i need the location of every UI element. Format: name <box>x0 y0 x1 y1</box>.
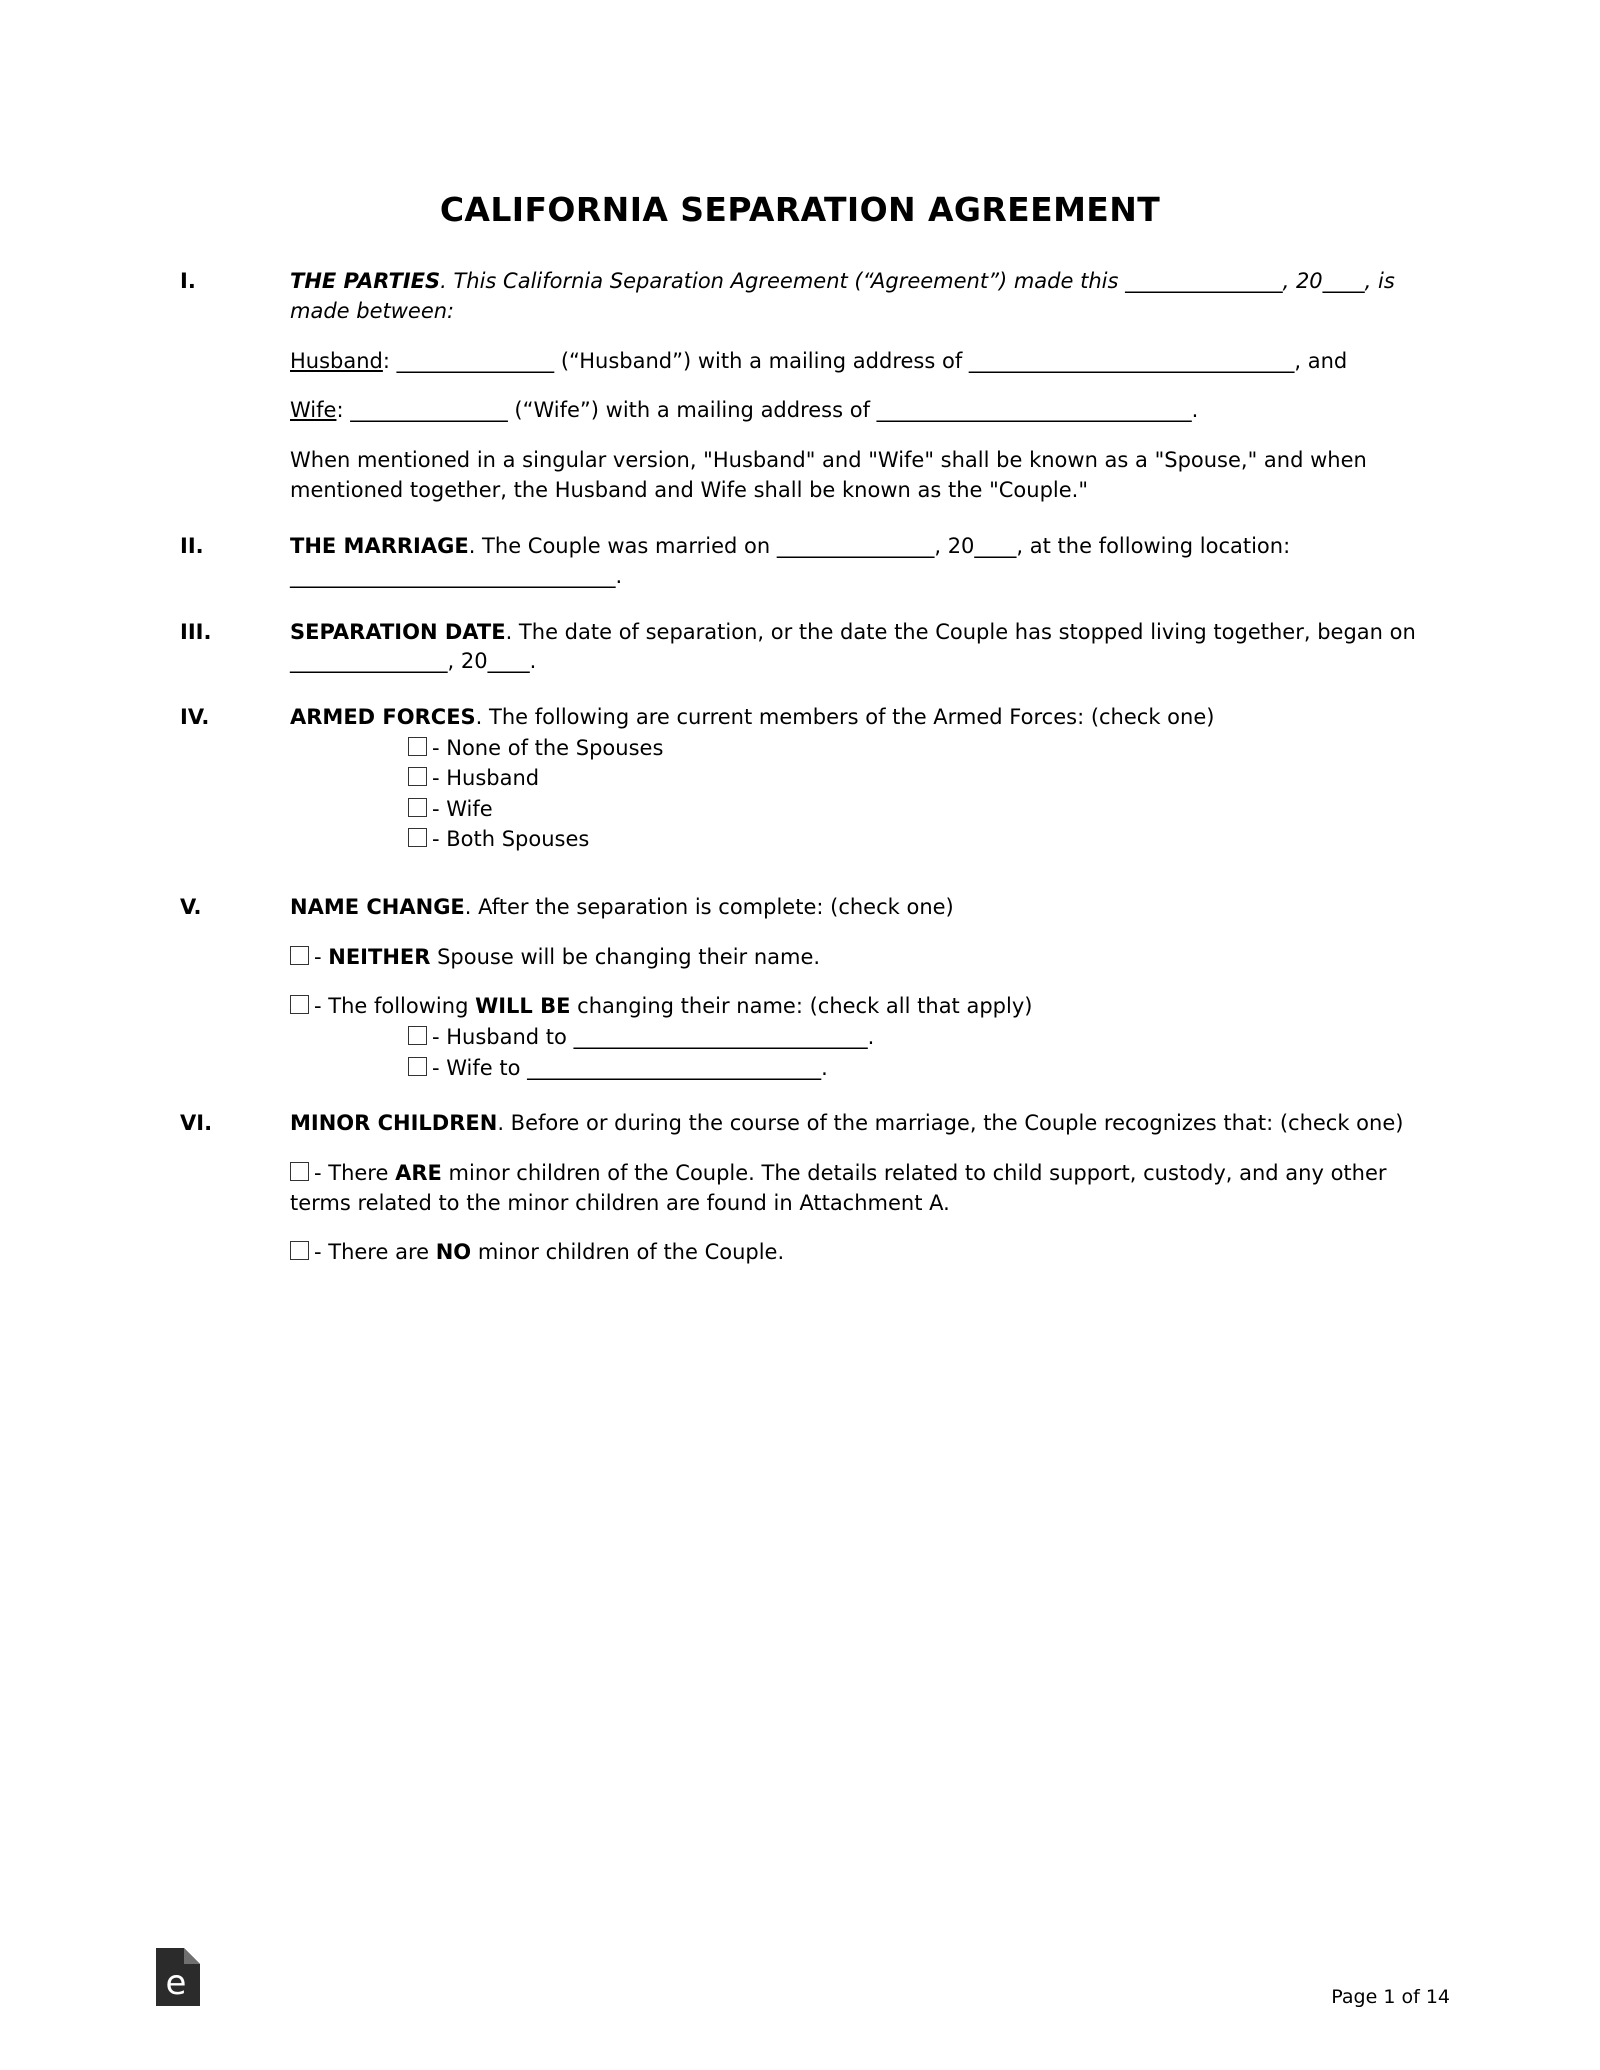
section-the-marriage <box>150 532 1450 592</box>
name-change-sub-option-husband[interactable] <box>408 1022 1450 1052</box>
section-heading: THE MARRIAGE <box>290 533 469 558</box>
husband-line-text: : _______________ (“Husband”) with a mailing address of _______________________________, and <box>382 348 1348 373</box>
armed-forces-option-none[interactable] <box>408 733 1450 763</box>
husband-label: Husband <box>290 348 383 373</box>
marriage-text <box>290 532 1450 592</box>
section-armed-forces <box>150 703 1450 855</box>
option-emphasis: NEITHER <box>328 944 431 969</box>
armed-forces-option-husband[interactable] <box>408 763 1450 793</box>
name-change-sub-option-wife[interactable] <box>408 1053 1450 1083</box>
section-the-parties <box>150 267 1450 506</box>
checkbox-icon[interactable] <box>408 1026 427 1045</box>
section-minor-children <box>150 1109 1450 1268</box>
wife-label: Wife <box>290 398 337 423</box>
parties-intro <box>290 267 1450 327</box>
wife-line-text: : _______________ (“Wife”) with a mailing address of ______________________________. <box>336 398 1199 423</box>
section-name-change <box>150 893 1450 1083</box>
section-heading: MINOR CHILDREN <box>290 1111 498 1135</box>
armed-forces-text <box>290 703 1450 733</box>
separation-date-body-text: . The date of separation, or the date the Couple has stopped living together, began on _______________, 20____. <box>290 619 1416 674</box>
option-label: - Both Spouses <box>432 827 590 852</box>
wife-line <box>290 396 1450 426</box>
option-prefix: - There <box>314 1160 396 1185</box>
checkbox-icon[interactable] <box>290 1162 309 1181</box>
checkbox-icon[interactable] <box>408 1057 427 1076</box>
spacer <box>150 881 1450 893</box>
page-title: CALIFORNIA SEPARATION AGREEMENT <box>439 190 1161 229</box>
section-number: I. <box>180 269 196 293</box>
section-number: V. <box>180 894 202 919</box>
checkbox-icon[interactable] <box>408 767 427 786</box>
name-change-option-neither[interactable] <box>290 943 1450 973</box>
option-suffix: changing their name: (check all that apply) <box>570 994 1033 1019</box>
armed-forces-option-both[interactable] <box>408 824 1450 854</box>
checkbox-icon[interactable] <box>408 828 427 847</box>
armed-forces-option-wife[interactable] <box>408 794 1450 824</box>
section-number: III. <box>180 619 212 644</box>
option-label: - None of the Spouses <box>432 735 664 760</box>
option-suffix: minor children of the Couple. The details related to child support, custody, and any other terms related to the minor children are found in Attachment A. <box>290 1160 1387 1215</box>
section-separation-date <box>150 618 1450 678</box>
svg-text:e: e <box>165 1963 187 2003</box>
armed-forces-options <box>408 733 1450 855</box>
husband-line <box>290 347 1450 377</box>
name-change-body-text: . After the separation is complete: (check one) <box>464 894 954 919</box>
marriage-body-text: . The Couple was married on _______________, 20____, at the following location: _______________________________. <box>290 533 1291 588</box>
checkbox-icon[interactable] <box>408 737 427 756</box>
checkbox-icon[interactable] <box>290 995 309 1014</box>
separation-date-text <box>290 618 1450 678</box>
parties-closing: When mentioned in a singular version, "Husband" and "Wife" shall be known as a "Spouse," and when mentioned together, the Husband and Wife shall be known as the "Couple." <box>290 448 1367 503</box>
section-number: VI. <box>180 1111 213 1135</box>
armed-forces-body-text: . The following are current members of the Armed Forces: (check one) <box>475 705 1215 730</box>
section-heading: ARMED FORCES <box>290 705 476 730</box>
page-number: Page 1 of 14 <box>1331 1986 1450 2008</box>
minor-children-option-no[interactable] <box>290 1238 1450 1268</box>
option-prefix: - The following <box>314 994 476 1019</box>
section-heading: NAME CHANGE <box>290 894 465 919</box>
option-label: - Wife to ____________________________. <box>432 1055 828 1080</box>
section-number: II. <box>180 533 204 558</box>
minor-children-text <box>290 1109 1450 1139</box>
section-heading: THE PARTIES <box>290 269 441 293</box>
checkbox-icon[interactable] <box>290 1241 309 1260</box>
name-change-sub-options <box>408 1022 1450 1083</box>
name-change-text <box>290 893 1450 923</box>
page-footer <box>150 1946 1450 2008</box>
parties-intro-text: . This California Separation Agreement (“Agreement”) made this _______________, 20____, is made between: <box>290 269 1395 323</box>
minor-children-option-are[interactable] <box>290 1159 1450 1219</box>
checkbox-icon[interactable] <box>290 946 309 965</box>
eforms-logo <box>150 1946 206 2008</box>
option-emphasis: WILL BE <box>475 994 571 1019</box>
option-prefix: - There are <box>314 1240 436 1265</box>
section-heading: SEPARATION DATE <box>290 619 506 644</box>
option-prefix: - <box>314 944 329 969</box>
minor-children-body-text: . Before or during the course of the marriage, the Couple recognizes that: (check one) <box>497 1111 1404 1135</box>
option-emphasis: ARE <box>395 1160 442 1185</box>
option-suffix: Spouse will be changing their name. <box>430 944 821 969</box>
checkbox-icon[interactable] <box>408 798 427 817</box>
option-suffix: minor children of the Couple. <box>471 1240 785 1265</box>
option-label: - Wife <box>432 796 493 821</box>
option-label: - Husband <box>432 766 540 791</box>
option-label: - Husband to ____________________________. <box>432 1025 875 1050</box>
option-emphasis: NO <box>435 1240 472 1265</box>
name-change-option-will-be[interactable] <box>290 992 1450 1022</box>
section-number: IV. <box>180 705 210 730</box>
